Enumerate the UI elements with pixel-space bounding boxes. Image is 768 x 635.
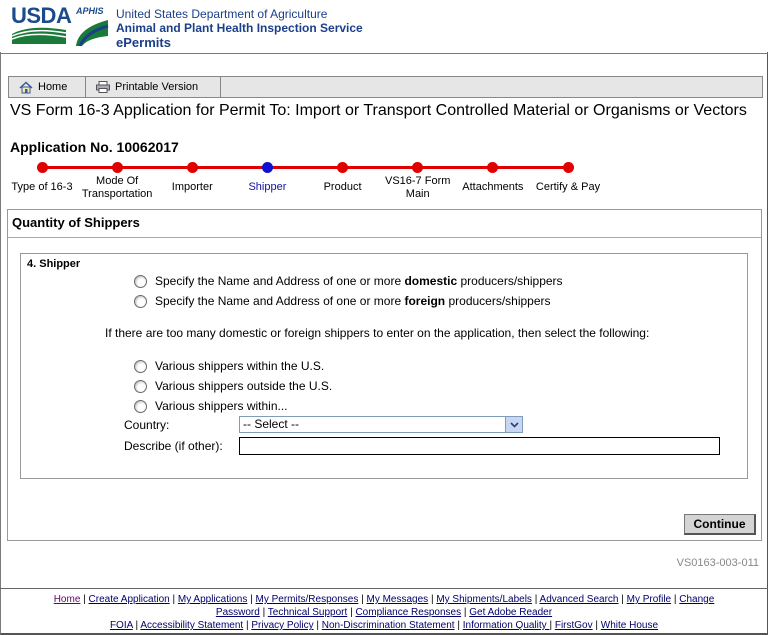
progress-step-label[interactable]: Importer [171,181,213,193]
progress-dot-3 [262,162,273,173]
progress-dot-0 [37,162,48,173]
footer-link[interactable]: My Shipments/Labels [436,594,532,605]
footer-link[interactable]: FOIA [109,620,133,631]
country-select-value: -- Select -- [243,417,300,431]
progress-dot-7 [563,162,574,173]
radio-domestic[interactable] [134,275,147,288]
printer-icon [96,81,110,93]
radio-within[interactable] [134,400,147,413]
footer-links [0,593,768,632]
progress-step-label[interactable]: Certify & Pay [535,181,601,193]
header-divider [0,53,768,54]
shipper-label: 4. Shipper [27,258,81,270]
radio-within-us[interactable] [134,360,147,373]
footer-row-3: FOIA | Accessibility Statement | Privacy Policy | Non-Discrimination Statement | Information Quality | FirstGov | White House [109,620,659,631]
home-button-label: Home [38,81,68,93]
section-divider [8,237,761,238]
application-number: Application No. 10062017 [10,139,179,155]
describe-input[interactable] [239,437,720,455]
printable-version-label: Printable Version [115,81,199,93]
radio-foreign[interactable] [134,295,147,308]
footer-link[interactable]: Advanced Search [539,594,619,605]
footer-link[interactable]: Compliance Responses [355,607,462,618]
progress-step-label[interactable]: Attachments [462,181,524,193]
home-icon [19,81,33,94]
footer-link[interactable]: My Permits/Responses [255,594,359,605]
quantity-of-shippers-panel [7,209,762,541]
home-button[interactable] [9,77,86,97]
option-foreign-label: Specify the Name and Address of one or more foreign producers/shippers [155,294,551,308]
aphis-wordmark: APHIS [76,6,104,16]
agency-name: Animal and Plant Health Inspection Service [116,21,363,35]
progress-step-label[interactable]: Shipper [248,181,287,193]
option-domestic-label: Specify the Name and Address of one or more domestic producers/shippers [155,274,563,288]
country-label: Country: [124,418,170,432]
option-within-us[interactable] [134,359,324,373]
option-within[interactable] [134,399,288,413]
progress-step-label[interactable]: VS16-7 Form Main [384,175,451,200]
usda-wordmark: USDA [11,3,72,28]
progress-step-label[interactable]: Product [323,181,362,193]
app-name: ePermits [116,35,171,50]
footer-row-2: Password | Technical Support | Compliance Responses | Get Adobe Reader [215,607,553,618]
footer-link[interactable]: Home [53,594,81,605]
option-within-label: Various shippers within... [155,399,288,413]
progress-dot-1 [112,162,123,173]
footer-link[interactable]: Create Application [88,594,170,605]
page-title: VS Form 16-3 Application for Permit To: Import or Transport Controlled Material or Organisms or Vectors [10,102,747,119]
option-foreign[interactable] [134,294,551,308]
toolbar [8,76,763,98]
footer-link[interactable]: Get Adobe Reader [469,607,553,618]
footer-link[interactable]: My Applications [177,594,248,605]
footer-row-1: Home | Create Application | My Applications | My Permits/Responses | My Messages | My Shipments/Labels | Advanced Search | My Profile | Change [53,594,715,605]
country-select[interactable] [239,416,523,433]
progress-dot-2 [187,162,198,173]
describe-label: Describe (if other): [124,439,223,453]
footer-link[interactable]: Non-Discrimination Statement [321,620,455,631]
printable-version-button[interactable] [86,77,221,97]
footer-link[interactable]: Information Quality [462,620,550,631]
option-outside-us-label: Various shippers outside the U.S. [155,379,333,393]
footer-link[interactable]: Accessibility Statement [140,620,244,631]
form-id: VS0163-003-011 [676,557,759,569]
shipper-fieldset [20,253,748,479]
section-title: Quantity of Shippers [12,215,140,230]
continue-button[interactable]: Continue [684,514,756,535]
footer-link[interactable]: My Profile [626,594,672,605]
footer-link[interactable]: Change [679,594,715,605]
option-domestic[interactable] [134,274,563,288]
footer-link[interactable]: FirstGov [554,620,593,631]
department-name: United States Department of Agriculture [116,7,328,21]
chevron-down-icon[interactable] [505,417,522,432]
footer-divider [0,588,768,589]
footer-link[interactable]: White House [600,620,659,631]
progress-step-label[interactable]: Mode Of Transportation [81,175,153,200]
footer-link[interactable]: Privacy Policy [251,620,314,631]
radio-outside-us[interactable] [134,380,147,393]
footer-link[interactable]: My Messages [366,594,429,605]
footer-link[interactable]: Password [215,607,260,618]
option-within-us-label: Various shippers within the U.S. [155,359,325,373]
progress-dot-4 [337,162,348,173]
footer-link[interactable]: Technical Support [267,607,348,618]
many-shippers-note: If there are too many domestic or foreign shippers to enter on the application, then select the following: [105,326,650,340]
progress-step-label[interactable]: Type of 16-3 [11,181,73,193]
site-header [0,0,768,52]
option-outside-us[interactable] [134,379,332,393]
